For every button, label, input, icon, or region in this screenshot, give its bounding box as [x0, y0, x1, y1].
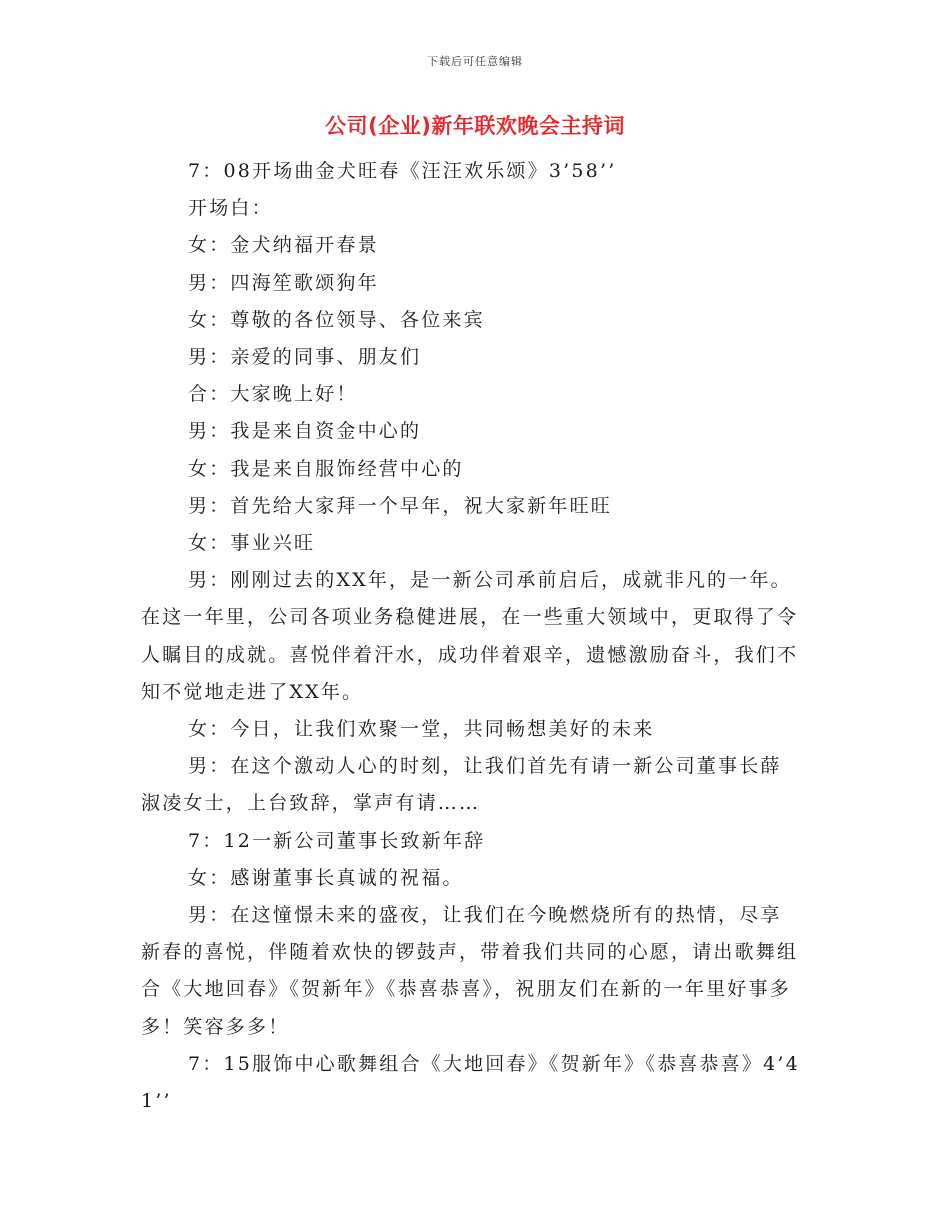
paragraph: 男：在这憧憬未来的盛夜，让我们在今晚燃烧所有的热情，尽享新春的喜悦，伴随着欢快的锣鼓声，带着我们共同的心愿，请出歌舞组合《大地回春》《贺新年》《恭喜恭喜》，祝朋友们在新的一年里好事多多！笑容多多！ [141, 904, 799, 1038]
paragraph: 男：在这个激动人心的时刻，让我们首先有请一新公司董事长薛淑凌女士，上台致辞，掌声有请…… [141, 755, 782, 815]
paragraph: 男：我是来自资金中心的 [188, 420, 422, 443]
paragraph: 女：事业兴旺 [188, 532, 316, 555]
document-title: 公司(企业)新年联欢晚会主持词 [325, 114, 625, 138]
paragraph: 开场白： [188, 197, 273, 220]
paragraph: 7：12一新公司董事长致新年辞 [188, 829, 486, 852]
document-body [141, 153, 801, 1120]
paragraph: 合：大家晚上好！ [188, 383, 358, 406]
paragraph: 男：亲爱的同事、朋友们 [188, 346, 422, 369]
paragraph: 女：金犬纳福开春景 [188, 234, 379, 257]
paragraph: 男：刚刚过去的XX年，是一新公司承前启后，成就非凡的一年。在这一年里，公司各项业务稳健进展，在一些重大领域中，更取得了令人瞩目的成就。喜悦伴着汗水，成功伴着艰辛，遗憾激励奋斗，我们不知不觉地走进了XX年。 [141, 569, 799, 703]
paragraph: 女：今日，让我们欢聚一堂，共同畅想美好的未来 [188, 718, 655, 741]
paragraph: 女：我是来自服饰经营中心的 [188, 457, 464, 480]
paragraph: 男：首先给大家拜一个早年，祝大家新年旺旺 [188, 494, 613, 517]
paragraph: 女：感谢董事长真诚的祝福。 [188, 866, 464, 889]
paragraph: 女：尊敬的各位领导、各位来宾 [188, 308, 485, 331]
header-note: 下载后可任意编辑 [427, 55, 523, 68]
paragraph: 7：08开场曲金犬旺春《汪汪欢乐颂》3’58’’ [188, 160, 617, 182]
paragraph: 7：15服饰中心歌舞组合《大地回春》《贺新年》《恭喜恭喜》4’41’’ [141, 1052, 800, 1113]
paragraph: 男：四海笙歌颂狗年 [188, 271, 379, 294]
